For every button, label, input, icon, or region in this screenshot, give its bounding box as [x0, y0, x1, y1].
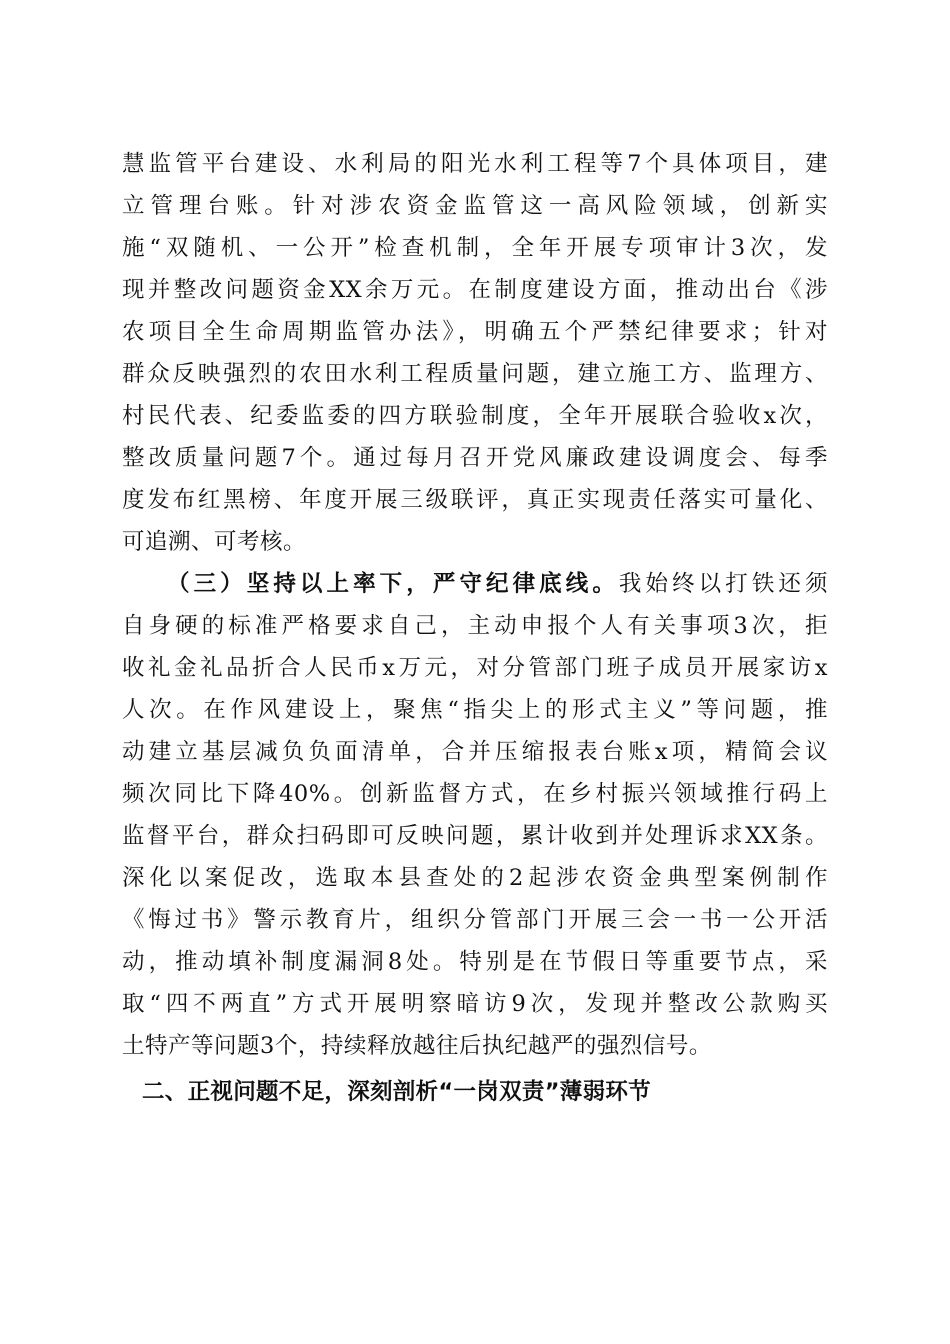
paragraph-line: 施“双随机、一公开”检查机制，全年开展专项审计3次，发: [122, 235, 828, 261]
paragraph-line: 立管理台账。针对涉农资金监管这一高风险领域，创新实: [122, 193, 828, 219]
paragraph-line: 农项目全生命周期监管办法》，明确五个严禁纪律要求；针对: [122, 319, 828, 345]
paragraph-line: 收礼金礼品折合人民币x万元，对分管部门班子成员开展家访x: [122, 655, 828, 681]
paragraph-line: 自身硬的标准严格要求自己，主动申报个人有关事项3次，拒: [122, 613, 828, 639]
paragraph-line: 可追溯、可考核。: [122, 529, 307, 555]
paragraph-line: 监督平台，群众扫码即可反映问题，累计收到并处理诉求XX条。: [122, 823, 828, 849]
paragraph-line: 群众反映强烈的农田水利工程质量问题，建立施工方、监理方、: [122, 361, 828, 387]
paragraph-line: 村民代表、纪委监委的四方联验制度，全年开展联合验收x次，: [122, 403, 828, 429]
paragraph-line: 《悔过书》警示教育片，组织分管部门开展三会一书一公开活: [122, 907, 828, 933]
paragraph-line: 人次。在作风建设上，聚焦“指尖上的形式主义”等问题，推: [122, 697, 828, 723]
subsection-lead: （三）坚持以上率下，严守纪律底线。: [167, 571, 619, 597]
paragraph-line: 土特产等问题3个，持续释放越往后执纪越严的强烈信号。: [122, 1033, 712, 1059]
paragraph-responsibility: [122, 143, 828, 563]
paragraph-line: 取“四不两直”方式开展明察暗访9次，发现并整改公款购买: [122, 991, 828, 1017]
document-page: [122, 143, 828, 1113]
paragraph-line: 现并整改问题资金XX余万元。在制度建设方面，推动出台《涉: [122, 277, 828, 303]
paragraph-line: 频次同比下降40%。创新监督方式，在乡村振兴领域推行码上: [122, 781, 828, 807]
paragraph-discipline: [122, 563, 828, 1067]
paragraph-line: 慧监管平台建设、水利局的阳光水利工程等7个具体项目，建: [122, 151, 828, 177]
paragraph-first-line: [122, 563, 828, 605]
paragraph-line: 度发布红黑榜、年度开展三级联评，真正实现责任落实可量化、: [122, 487, 828, 513]
paragraph-line: 动，推动填补制度漏洞8处。特别是在节假日等重要节点，采: [122, 949, 828, 975]
paragraph-line: 深化以案促改，选取本县查处的2起涉农资金典型案例制作: [122, 865, 828, 891]
paragraph-line: 整改质量问题7个。通过每月召开党风廉政建设调度会、每季: [122, 445, 828, 471]
section-heading: 二、正视问题不足，深刻剖析“一岗双责”薄弱环节: [142, 1079, 651, 1105]
paragraph-line: 动建立基层减负负面清单，合并压缩报表台账x项，精简会议: [122, 739, 828, 765]
paragraph-first-line-text: 我始终以打铁还须: [618, 571, 828, 597]
